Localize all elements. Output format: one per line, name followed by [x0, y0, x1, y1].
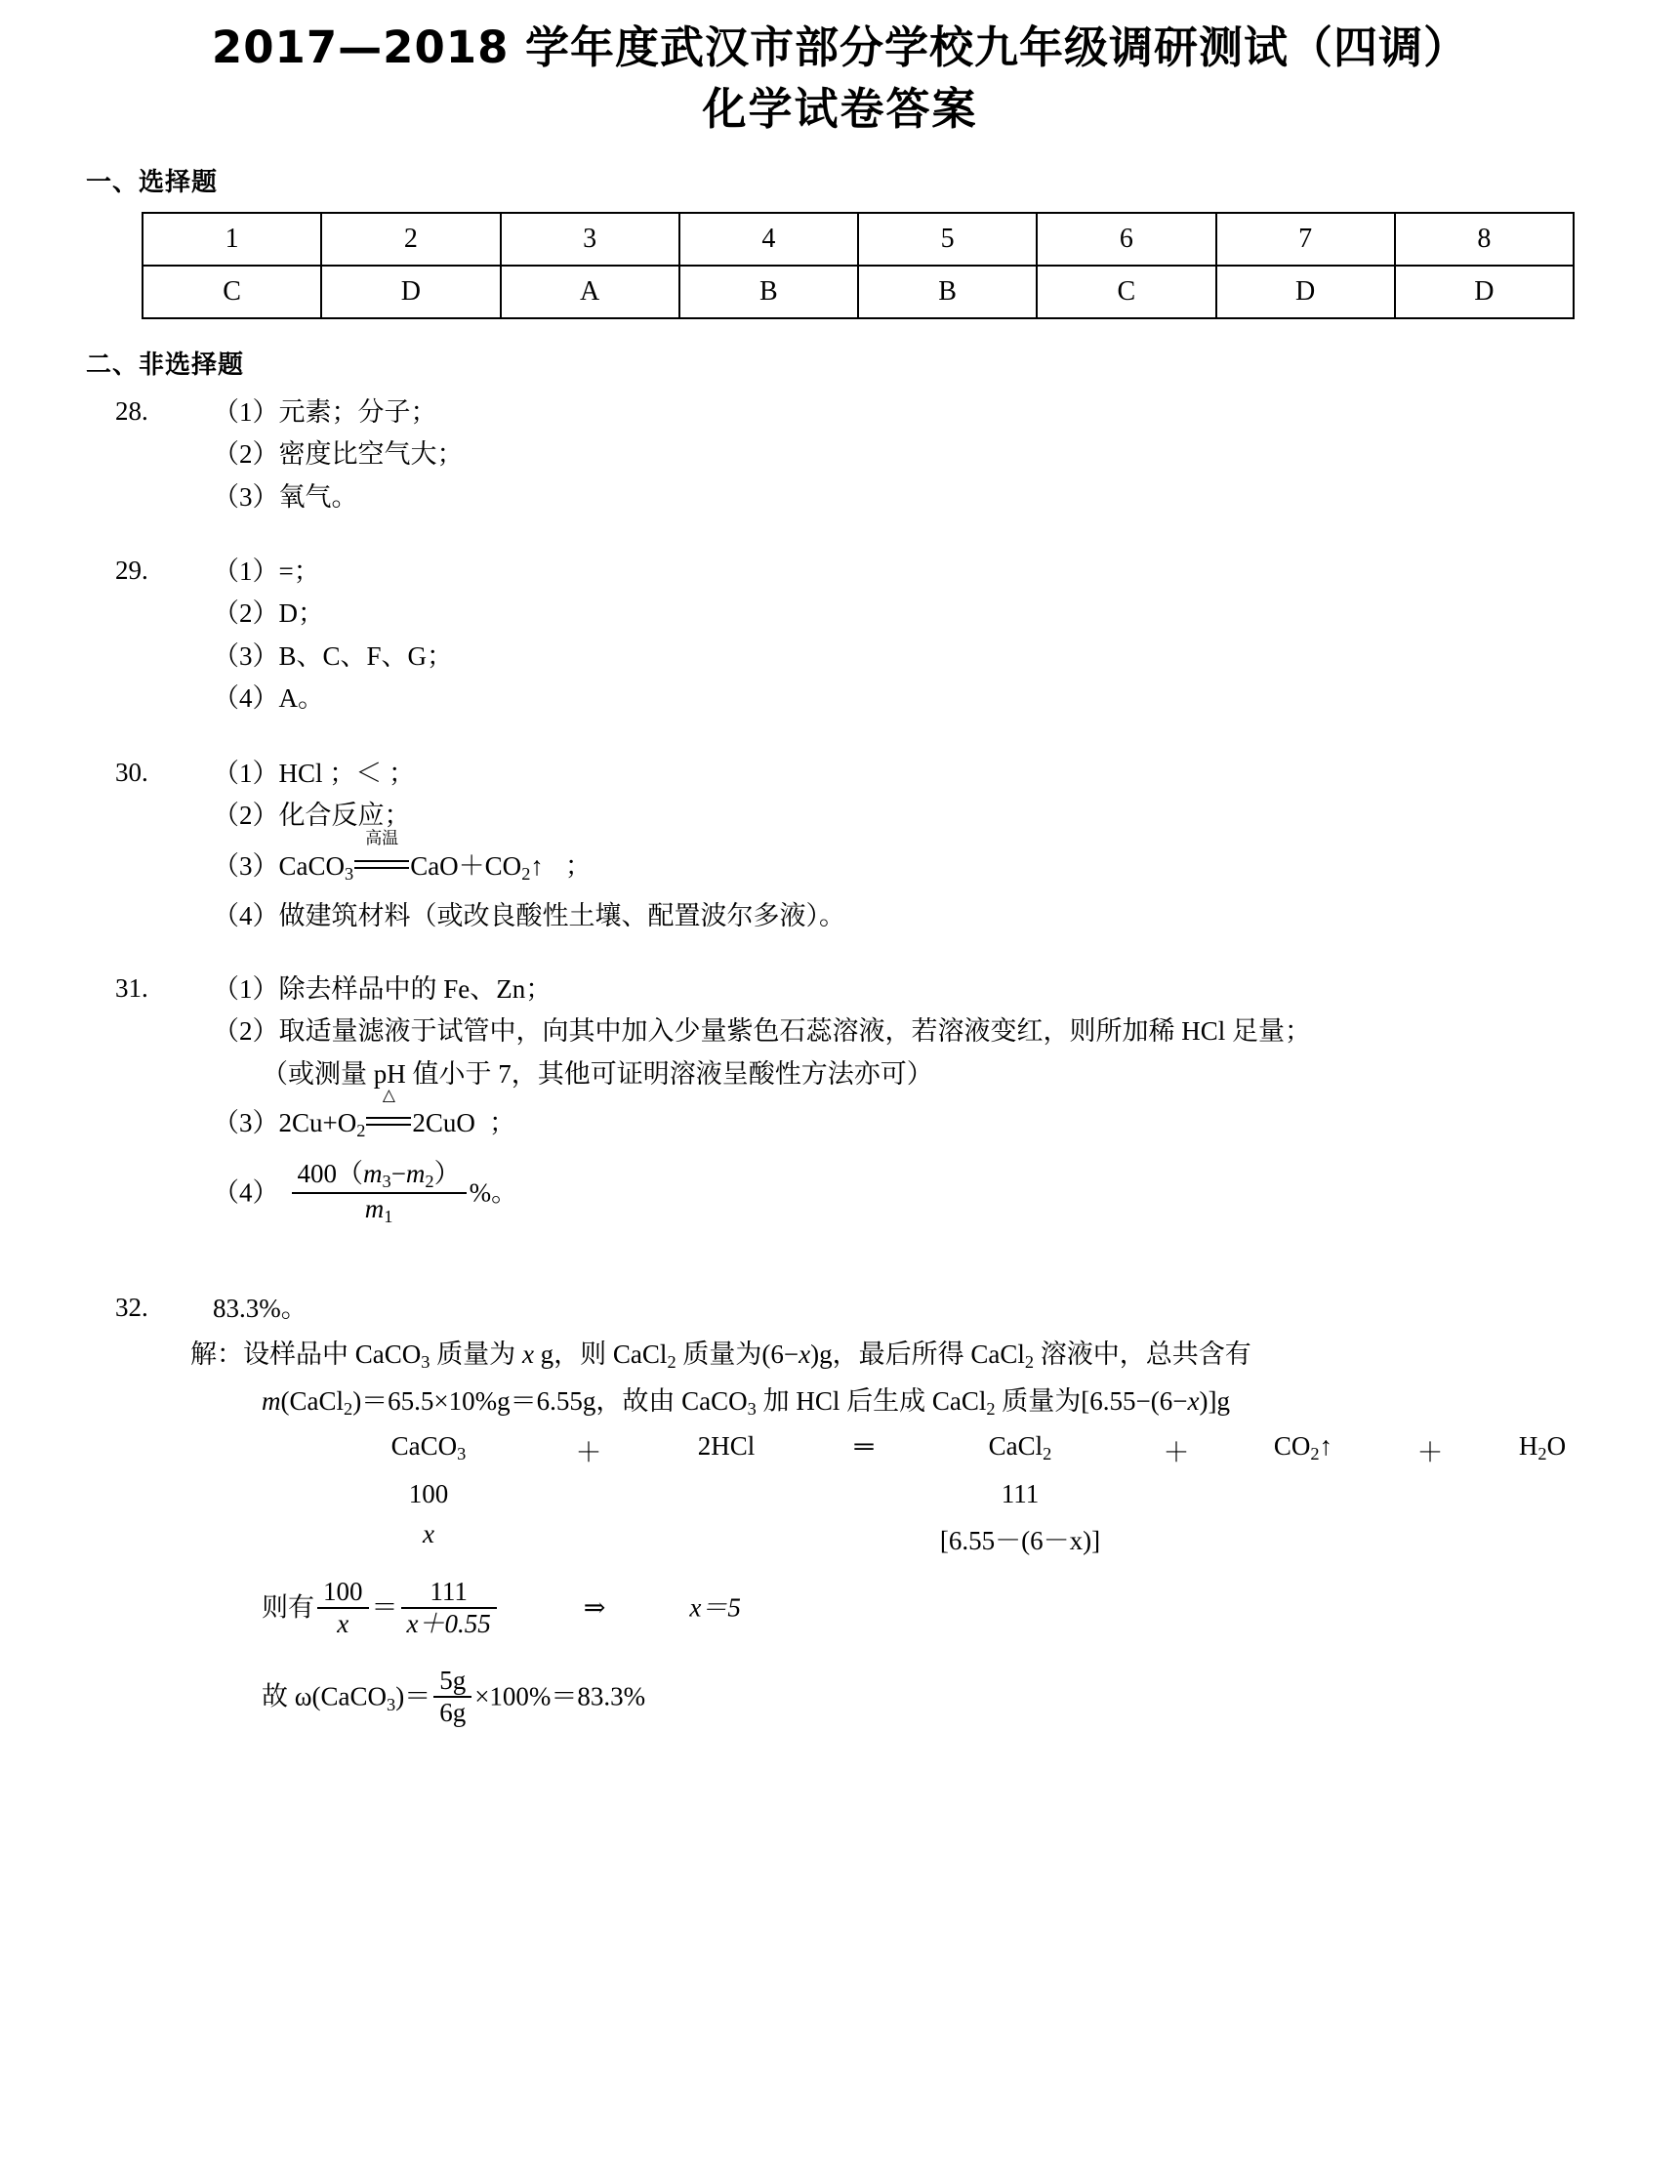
- conclusion-prefix-tail: )＝: [395, 1681, 431, 1711]
- solution2-text-c: 加 HCl 后生成 CaCl: [756, 1385, 987, 1416]
- variable-x: x: [799, 1339, 811, 1370]
- table-cell-number: 4: [679, 213, 858, 266]
- question-31: [0, 973, 1680, 1230]
- question-30-item-3-terminator: ；: [564, 851, 592, 882]
- reactant-caco3: CaCO: [278, 851, 345, 882]
- conclusion-result: ×100%＝83.3%: [474, 1681, 646, 1711]
- table-cell-answer: B: [858, 266, 1037, 318]
- table-cell-number: 3: [501, 213, 679, 266]
- equation-product-3-sub: 2: [1537, 1444, 1547, 1464]
- equation-row-masses: [322, 1479, 1680, 1509]
- cacl2-sub: 2: [1024, 1352, 1035, 1373]
- question-31-item-4-label: （4）: [213, 1177, 279, 1208]
- equation-reactant-2: 2HCl: [697, 1431, 756, 1462]
- solution-text-d: 质量为(6: [676, 1339, 784, 1370]
- answer-sheet-page: [0, 21, 1680, 2184]
- solution-text-f: 溶液中，总共含有: [1034, 1339, 1251, 1370]
- variable-x: x: [521, 1339, 534, 1370]
- cacl2-sub: 2: [667, 1352, 676, 1373]
- double-line-icon: [366, 1117, 411, 1126]
- table-row-numbers: [143, 213, 1574, 266]
- numerator-m3: m: [363, 1159, 383, 1189]
- implies-arrow-icon: ⇒: [583, 1592, 606, 1623]
- table-cell-number: 2: [321, 213, 500, 266]
- solution2-minus-1: −: [1135, 1385, 1151, 1416]
- proportion-prefix: 则有: [262, 1592, 314, 1623]
- condition-label-high-temp: 高温: [365, 829, 399, 849]
- question-30-item-4: （4）做建筑材料（或改良酸性土壤、配置波尔多液）。: [213, 901, 845, 931]
- question-30-item-3: [213, 829, 845, 885]
- question-31-item-4-terminator: 。: [491, 1177, 518, 1208]
- caco3-sub: 3: [421, 1352, 430, 1373]
- table-cell-number: 8: [1395, 213, 1574, 266]
- double-line-icon: [354, 860, 409, 869]
- numerator-m2: m: [405, 1159, 426, 1189]
- numerator-constant: 400: [297, 1159, 337, 1189]
- reactant-caco3-sub: 3: [345, 864, 354, 885]
- product-cao-co2: CaO＋CO: [410, 851, 522, 882]
- fraction-mass-denominator: 6g: [439, 1698, 467, 1728]
- question-31-number: 31.: [115, 972, 148, 1003]
- table-cell-answer: A: [501, 266, 679, 318]
- solution2-minus-2: −: [1172, 1385, 1188, 1416]
- question-31-item-3-terminator: ；: [488, 1108, 515, 1138]
- solution2-text-b: )＝65.5×10%g＝6.55g，故由 CaCO: [352, 1385, 748, 1416]
- fraction-right: [401, 1577, 497, 1640]
- equation-product-1-sub: 2: [1043, 1444, 1052, 1464]
- equation-product-2: [1230, 1431, 1376, 1469]
- equation-mass-reactant: 100: [408, 1479, 449, 1509]
- condition-label-heat-triangle: △: [382, 1086, 395, 1106]
- equation-reactant-1-sub: 3: [457, 1444, 467, 1464]
- section-heading-non-choice: 二、非选择题: [86, 350, 245, 380]
- equation-product-1-text: CaCl: [988, 1431, 1044, 1462]
- table-cell-answer: D: [1395, 266, 1574, 318]
- question-29: [0, 556, 1680, 715]
- denominator-m1-sub: 1: [384, 1207, 393, 1227]
- question-31-item-1-terminator: ；: [525, 973, 553, 1004]
- numerator-m3-sub: 3: [382, 1172, 391, 1192]
- fraction-left: [317, 1577, 369, 1640]
- caco3-sub: 3: [387, 1694, 396, 1714]
- equation-unknown-reactant: x: [423, 1519, 434, 1549]
- solution-text-b: 质量为: [430, 1339, 522, 1370]
- gas-arrow-icon: ↑: [530, 851, 544, 882]
- caco3-sub: 3: [747, 1398, 757, 1419]
- question-28-item-1: （1）元素；分子；: [213, 396, 437, 427]
- conclusion-prefix: 故 ω(CaCO: [262, 1681, 388, 1711]
- question-32-number: 32.: [115, 1293, 148, 1323]
- solution2-text-e: (6: [1150, 1385, 1173, 1416]
- question-31-item-1: [213, 973, 1311, 1005]
- question-31-item-2-line-2: （或测量 pH 值小于 7，其他可证明溶液呈酸性方法亦可）: [262, 1058, 933, 1089]
- question-30-item-3-label: （3）: [213, 851, 279, 882]
- equation-plus-1: ＋: [575, 1438, 602, 1468]
- choice-answer-table: [142, 212, 1575, 319]
- question-31-item-3-label: （3）: [213, 1108, 279, 1138]
- question-29-item-1: （1）=；: [213, 556, 320, 586]
- document-title: [0, 21, 1680, 137]
- equation-product-3-text: H: [1518, 1431, 1538, 1462]
- equation-row-unknowns: [322, 1519, 1680, 1557]
- equation-product-1: [918, 1431, 1123, 1469]
- question-30: [0, 758, 1680, 932]
- question-31-item-4: [213, 1161, 1311, 1230]
- question-28-number: 28.: [115, 395, 148, 426]
- equation-product-2-sub: 2: [1310, 1444, 1320, 1464]
- equation-equals-sign: ═: [854, 1431, 874, 1462]
- table-cell-answer: B: [679, 266, 858, 318]
- fraction-mass-numerator: 5g: [433, 1666, 471, 1698]
- fraction-purity-formula: [292, 1159, 467, 1228]
- question-30-item-1: （1）HCl ；＜ ；: [213, 758, 416, 788]
- equation-unknown-product: [6.55－(6－x)]: [939, 1526, 1101, 1556]
- question-29-item-4: （4）A。: [213, 683, 324, 714]
- product-cuo: 2CuO: [412, 1108, 475, 1138]
- table-cell-number: 6: [1037, 213, 1215, 266]
- equation-reactant-1-text: CaCO: [390, 1431, 458, 1462]
- question-30-item-2: （2）化合反应；: [213, 800, 411, 830]
- title-line-2: 化学试卷答案: [702, 82, 978, 135]
- question-28-item-3: （3）氧气。: [213, 481, 358, 512]
- numerator-minus: −: [390, 1159, 406, 1189]
- table-cell-number: 7: [1216, 213, 1395, 266]
- table-cell-answer: D: [1216, 266, 1395, 318]
- question-31-item-3: [213, 1086, 1311, 1141]
- solution-text-e: )g，最后所得 CaCl: [810, 1339, 1025, 1370]
- question-32: [0, 1293, 1680, 1731]
- table-row-answers: [143, 266, 1574, 318]
- product-co2-sub: 2: [521, 864, 531, 885]
- question-29-number: 29.: [115, 555, 148, 585]
- numerator-m2-sub: 2: [425, 1172, 434, 1192]
- question-29-item-3: （3）B、C、F、G；: [213, 640, 454, 671]
- equation-plus-3: ＋: [1416, 1438, 1444, 1468]
- fraction-left-denominator: x: [337, 1609, 349, 1639]
- cacl2-sub: 2: [344, 1398, 353, 1419]
- question-32-conclusion: [0, 1668, 1680, 1731]
- question-31-item-1-text: （1）除去样品中的 Fe、Zn: [213, 973, 526, 1004]
- variable-x: x: [1187, 1385, 1200, 1416]
- percent-sign: %: [469, 1177, 492, 1208]
- question-32-solution-line-2: [0, 1385, 1680, 1421]
- fraction-denominator: [292, 1194, 467, 1228]
- solution-text-a: 设样品中 CaCO: [243, 1339, 422, 1370]
- question-28-item-2: （2）密度比空气大；: [213, 439, 464, 470]
- table-cell-number: 1: [143, 213, 321, 266]
- proportion-equals: ＝: [371, 1592, 398, 1623]
- equation-product-3-tail: O: [1546, 1431, 1567, 1462]
- question-30-number: 30.: [115, 757, 148, 787]
- equation-reactant-1: [322, 1431, 535, 1469]
- question-29-item-2: （2）D；: [213, 598, 324, 629]
- solution-label: 解：: [190, 1339, 243, 1370]
- question-32-equation-block: [0, 1431, 1680, 1557]
- fraction-right-denominator: x＋0.55: [406, 1609, 491, 1639]
- equation-mass-product: 111: [1001, 1479, 1040, 1509]
- title-line-1: 2017—2018 学年度武汉市部分学校九年级调研测试（四调）: [211, 21, 1469, 73]
- solution2-text-f: )]g: [1199, 1385, 1230, 1416]
- mass-symbol-m: m: [262, 1385, 281, 1416]
- equation-product-2-text: CO: [1273, 1431, 1311, 1462]
- solution-minus-1: −: [783, 1339, 799, 1370]
- choice-answer-table-wrapper: [142, 212, 1680, 319]
- fraction-numerator: $400(m_3-m_2)$: [292, 1159, 467, 1194]
- equation-row-formula: [322, 1431, 1680, 1469]
- solution-text-c: g，则 CaCl: [533, 1339, 668, 1370]
- reaction-condition-arrow-heat: [366, 1086, 411, 1138]
- table-cell-answer: C: [1037, 266, 1215, 318]
- equation-plus-2: ＋: [1163, 1438, 1190, 1468]
- section-heading-choice: 一、选择题: [86, 167, 219, 197]
- reactant-cu-o2: 2Cu+O: [278, 1108, 357, 1138]
- table-cell-number: 5: [858, 213, 1037, 266]
- solution2-text-a: (CaCl: [280, 1385, 344, 1416]
- question-31-item-2-line-1: （2）取适量滤液于试管中，向其中加入少量紫色石蕊溶液，若溶液变红，则所加稀 HCl 足量；: [213, 1016, 1312, 1047]
- cacl2-sub: 2: [986, 1398, 996, 1419]
- proportion-result: x＝5: [689, 1592, 741, 1623]
- fraction-right-numerator: 111: [401, 1577, 497, 1609]
- question-28: [0, 396, 1680, 513]
- reaction-condition-arrow: [354, 829, 409, 882]
- fraction-mass-ratio: [433, 1666, 471, 1729]
- denominator-m1: m: [364, 1194, 385, 1224]
- equation-product-3: [1484, 1431, 1601, 1469]
- gas-arrow-icon: ↑: [1319, 1431, 1333, 1462]
- question-32-solution-line-1: [0, 1339, 1680, 1374]
- fraction-left-numerator: 100: [317, 1577, 369, 1609]
- question-32-proportion: [0, 1579, 1680, 1642]
- table-cell-answer: D: [321, 266, 500, 318]
- solution2-text-d: 质量为[6.55: [995, 1385, 1136, 1416]
- reactant-o2-sub: 2: [356, 1121, 366, 1141]
- table-cell-answer: C: [143, 266, 321, 318]
- question-32-answer: 83.3%。: [213, 1294, 307, 1324]
